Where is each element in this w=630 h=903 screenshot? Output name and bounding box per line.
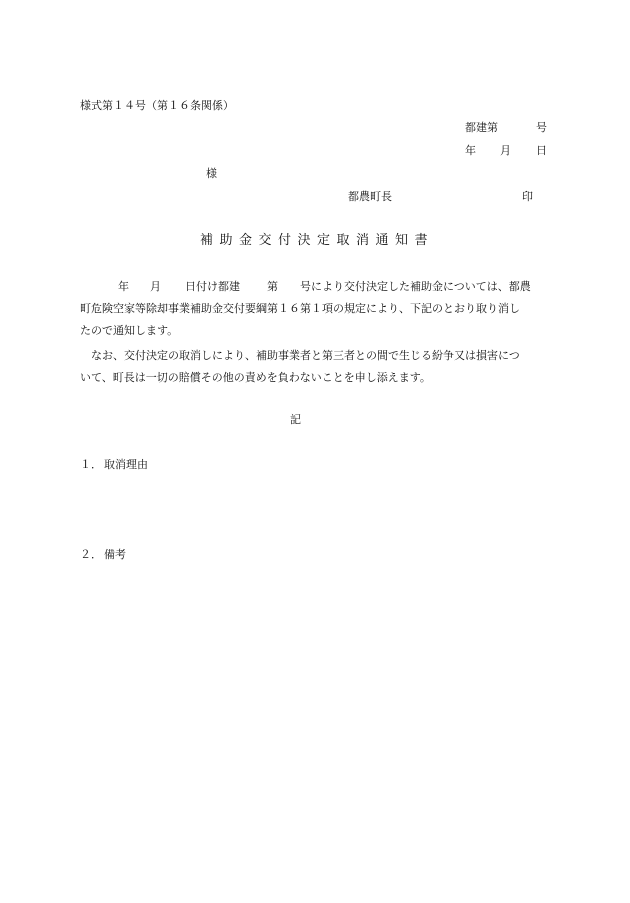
- doc-number-suffix: 号: [536, 121, 547, 134]
- section-label: 備考: [104, 548, 126, 561]
- body-year: 年: [118, 280, 129, 293]
- form-label: 様式第１４号（第１６条関係）: [80, 99, 234, 112]
- section-number: ２．: [80, 548, 102, 561]
- issuer-title: 都農町長: [348, 190, 392, 203]
- document-title: 補助金交付決定取消通知書: [200, 233, 435, 248]
- seal-mark: 印: [522, 190, 533, 203]
- ki-heading: 記: [290, 413, 301, 426]
- date-day: 日: [536, 144, 547, 157]
- section-label: 取消理由: [104, 458, 148, 471]
- body-no-prefix: 第: [267, 280, 278, 293]
- body-date-ref: 日付け都建: [185, 280, 240, 293]
- body-line-1-text: 号により交付決定した補助金については、都農: [300, 280, 531, 293]
- body-line-4: なお、交付決定の取消しにより、補助事業者と第三者との間で生じる紛争又は損害につ: [91, 349, 520, 362]
- section-number: １．: [80, 458, 102, 471]
- body-month: 月: [150, 280, 161, 293]
- date-month: 月: [500, 144, 511, 157]
- doc-number-prefix: 都建第: [465, 121, 498, 134]
- body-line-3: たので通知します。: [80, 324, 179, 337]
- body-line-5: いて、町長は一切の賠償その他の責めを負わないことを申し添えます。: [80, 371, 431, 384]
- body-line-2: 町危険空家等除却事業補助金交付要綱第１６第１項の規定により、下記のとおり取り消し: [80, 302, 520, 315]
- date-year: 年: [465, 144, 476, 157]
- addressee-honorific: 様: [206, 167, 217, 180]
